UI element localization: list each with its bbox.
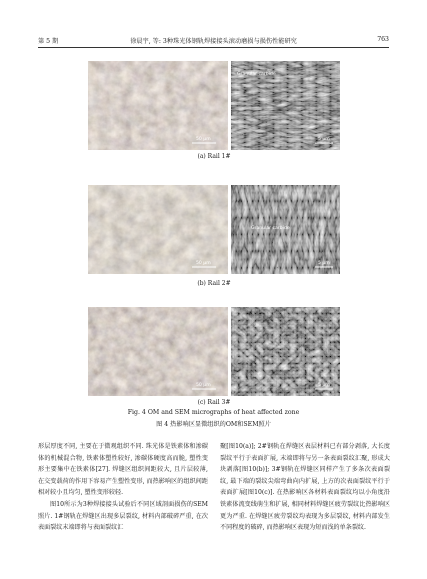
om-scale-label-a: 50 μm — [196, 137, 211, 142]
journal-issue: 第 5 期 — [38, 38, 59, 45]
paragraph: 聚[图10(a)]; 2#钢轨在焊缝区表层材料已有部分剥落, 大长度裂纹平行于表面扩展, 末端即将与另一条表面裂纹汇聚, 形成大块剥落[图10(b)]; 3#钢轨在焊缝区同样产生了多条次表面裂纹, 最下端的裂纹尖端弯曲向内扩展, 上方的次表面裂纹平行于表面扩展[图10(c)]. 在热影响区各材料表面裂纹均以小角度沿铁素体流变线萌生和扩展, 相同材料焊缝区疲劳裂纹比热影响区更为严重. 在焊缝区疲劳裂纹均表现为多层裂纹, 材料内部发生不同程度的破碎, 而热影响区表现为短而浅的单条裂纹. — [220, 443, 390, 532]
running-title: 徐晨宇, 等: 3种珠光体钢轨焊接接头滚动磨损与损伤性能研究 — [130, 38, 297, 45]
sem-annotation-b: Granular carbide — [251, 226, 290, 231]
sem-micrograph-b — [231, 185, 340, 274]
panel-label-a: (a) Rail 1# — [197, 153, 231, 160]
om-micrograph-a — [88, 61, 228, 150]
sem-scale-label-b: 5 μm — [318, 261, 330, 266]
paragraph: 形层厚度不同, 主要在于微观组织不同. 珠光体是铁素体和渗碳体的机械混合物, 铁素体塑性较好, 渗碳体硬度高而脆, 塑性变形主要集中在铁素体[27]. 焊缝区组织间距较大, 且片层较薄, 在交变载荷的作用下容易产生塑性变形, 而热影响区的组织间距相对较小且均匀, 塑性变形较轻. — [38, 443, 208, 497]
figure-row-c — [88, 307, 340, 396]
figure-caption-zh: 图 4 热影响区显微组织的OM和SEM照片 — [156, 421, 271, 428]
sem-scale-label-a: 5 μm — [318, 137, 330, 142]
page-number: 763 — [377, 36, 389, 43]
sem-image-a — [231, 61, 340, 150]
om-scale-label-c: 50 μm — [196, 383, 211, 388]
body-column-right — [220, 441, 390, 534]
om-image-b — [88, 185, 228, 274]
sem-annotation-a: Granular carbide — [237, 72, 276, 77]
figure-row-a — [88, 61, 340, 150]
om-micrograph-c — [88, 307, 228, 396]
om-image-a — [88, 61, 228, 150]
figure-row-b — [88, 185, 340, 274]
body-column-left — [38, 441, 208, 534]
figure-caption-en: Fig. 4 OM and SEM micrographs of heat affected zone — [127, 409, 300, 416]
om-micrograph-b — [88, 185, 228, 274]
sem-image-c — [231, 307, 340, 396]
sem-micrograph-a — [231, 61, 340, 150]
om-image-c — [88, 307, 228, 396]
sem-micrograph-c — [231, 307, 340, 396]
paragraph: 图10所示为3种焊接接头试验后不同区域剖面损伤的SEM照片. 1#钢轨在焊缝区出现多层裂纹, 材料内部破碎严重, 在次表面裂纹末端即将与表面裂纹汇 — [38, 500, 208, 532]
sem-scale-label-c: 5 μm — [318, 383, 330, 388]
panel-label-c: (c) Rail 3# — [197, 399, 231, 406]
header-rule — [38, 47, 389, 48]
om-scale-label-b: 50 μm — [196, 261, 211, 266]
sem-image-b — [231, 185, 340, 274]
panel-label-b: (b) Rail 2# — [197, 280, 231, 287]
